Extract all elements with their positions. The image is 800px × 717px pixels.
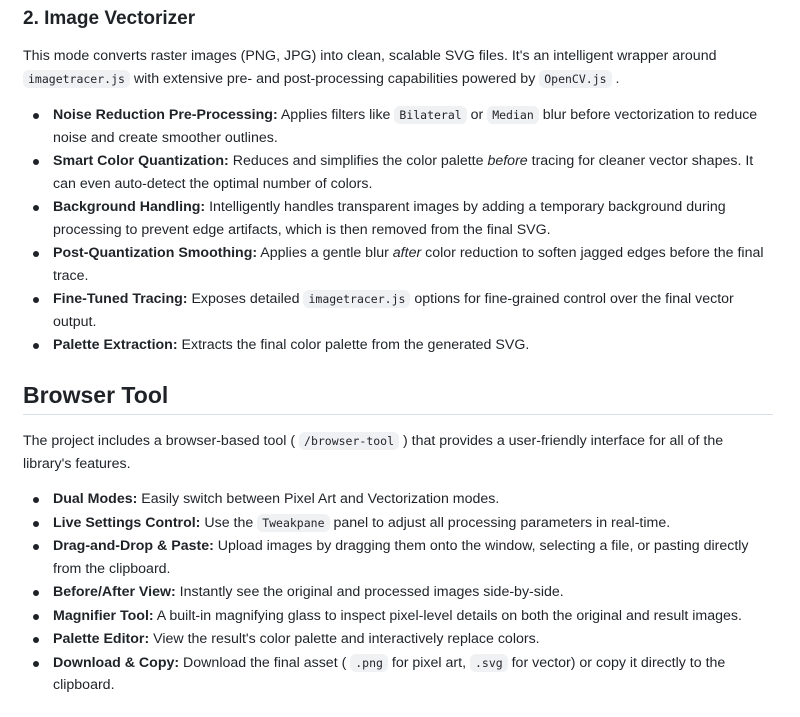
inline-code: Median [487,106,539,124]
item-text: for pixel art, [387,654,470,671]
item-text: options for fine-grained control over the final vector output. [53,291,734,330]
heading-divider [23,414,773,415]
bullet-icon [33,297,39,303]
emphasis-text: after [392,245,422,261]
item-text: or [466,107,488,123]
bullet-icon [33,614,39,620]
item-title: Fine-Tuned Tracing: [53,291,188,307]
bullet-icon [33,113,39,119]
bullet-icon [33,544,39,550]
intro-text-1: The project includes a browser-based tool ( [23,433,300,449]
inline-code-browser-tool: /browser-tool [299,432,399,450]
item-text: Extracts the final color palette from the generated SVG. [177,337,530,353]
item-title: Palette Editor: [53,631,150,647]
item-title: Magnifier Tool: [53,607,154,624]
item-title: Post-Quantization Smoothing: [53,245,258,261]
item-text: Exposes detailed [187,291,304,307]
item-text: Easily switch between Pixel Art and Vectorization modes. [137,491,500,507]
item-text: Applies a gentle blur [257,245,393,261]
list-item [23,242,775,287]
list-item [23,535,775,580]
item-text: Intelligently handles transparent images by adding a temporary background during processing to prevent edge artifacts, which is then removed from the final SVG. [53,199,726,238]
item-text: panel to adjust all processing parameters in real-time. [329,514,671,531]
item-text: for vector) or copy it directly to the clipboard. [53,654,726,693]
section-heading-image-vectorizer: 2. Image Vectorizer [23,8,196,29]
list-item [23,288,775,333]
intro-text-1: This mode converts raster images (PNG, JPG) into clean, scalable SVG files. It's an intelligent wrapper around [23,48,717,64]
emphasis-text: before [487,153,528,169]
item-title: Before/After View: [53,584,176,600]
inline-code-opencv: OpenCV.js [539,70,611,88]
item-text: Download the final asset ( [179,654,351,671]
item-title: Dual Modes: [53,491,138,507]
intro-text-2: ) that provides a user-friendly interface for all of the library's features. [23,433,724,472]
intro-text-2: with extensive pre- and post-processing capabilities powered by [129,70,540,87]
item-text: blur before vectorization to reduce noise and create smoother outlines. [53,107,758,146]
bullet-icon [33,661,39,667]
bullet-icon [33,637,39,643]
vectorizer-feature-list [23,104,775,358]
list-item [23,334,775,357]
item-title: Download & Copy: [53,654,180,671]
item-title: Live Settings Control: [53,514,201,531]
inline-code: imagetracer.js [303,290,410,308]
list-item [23,196,775,241]
item-text: A built-in magnifying glass to inspect pixel-level details on both the original and result images. [153,607,742,624]
list-item [23,605,775,628]
item-title: Palette Extraction: [53,337,178,353]
vectorizer-intro-paragraph [23,45,775,90]
item-text: tracing for cleaner vector shapes. It can even auto-detect the optimal number of colors. [53,153,754,192]
item-text: Use the [200,514,258,531]
item-title: Drag-and-Drop & Paste: [53,538,214,554]
list-item [23,512,775,535]
item-text: color reduction to soften jagged edges before the final trace. [53,245,764,284]
inline-code: .png [350,654,388,672]
bullet-icon [33,521,39,527]
list-item [23,150,775,195]
item-title: Smart Color Quantization: [53,153,229,169]
item-title: Noise Reduction Pre-Processing: [53,107,278,123]
item-text: Applies filters like [277,107,395,123]
inline-code: Bilateral [394,106,466,124]
bullet-icon [33,159,39,165]
item-text: Upload images by dragging them onto the window, selecting a file, or pasting directly from the clipboard. [53,538,749,577]
browser-tool-intro-paragraph [23,430,775,475]
list-item [23,652,775,697]
inline-code-imagetracer: imagetracer.js [23,70,130,88]
bullet-icon [33,205,39,211]
list-item [23,628,775,651]
list-item [23,581,775,604]
item-text: Instantly see the original and processed images side-by-side. [175,584,564,600]
bullet-icon [33,590,39,596]
intro-text-3: . [611,70,620,87]
list-item [23,488,775,511]
browser-tool-feature-list [23,488,775,698]
bullet-icon [33,251,39,257]
inline-code: .svg [470,654,508,672]
item-text: View the result's color palette and interactively replace colors. [149,631,540,647]
section-heading-browser-tool: Browser Tool [23,382,169,408]
item-title: Background Handling: [53,199,206,215]
inline-code: Tweakpane [257,514,329,532]
bullet-icon [33,497,39,503]
item-text: Reduces and simplifies the color palette [228,153,488,169]
bullet-icon [33,343,39,349]
list-item [23,104,775,149]
